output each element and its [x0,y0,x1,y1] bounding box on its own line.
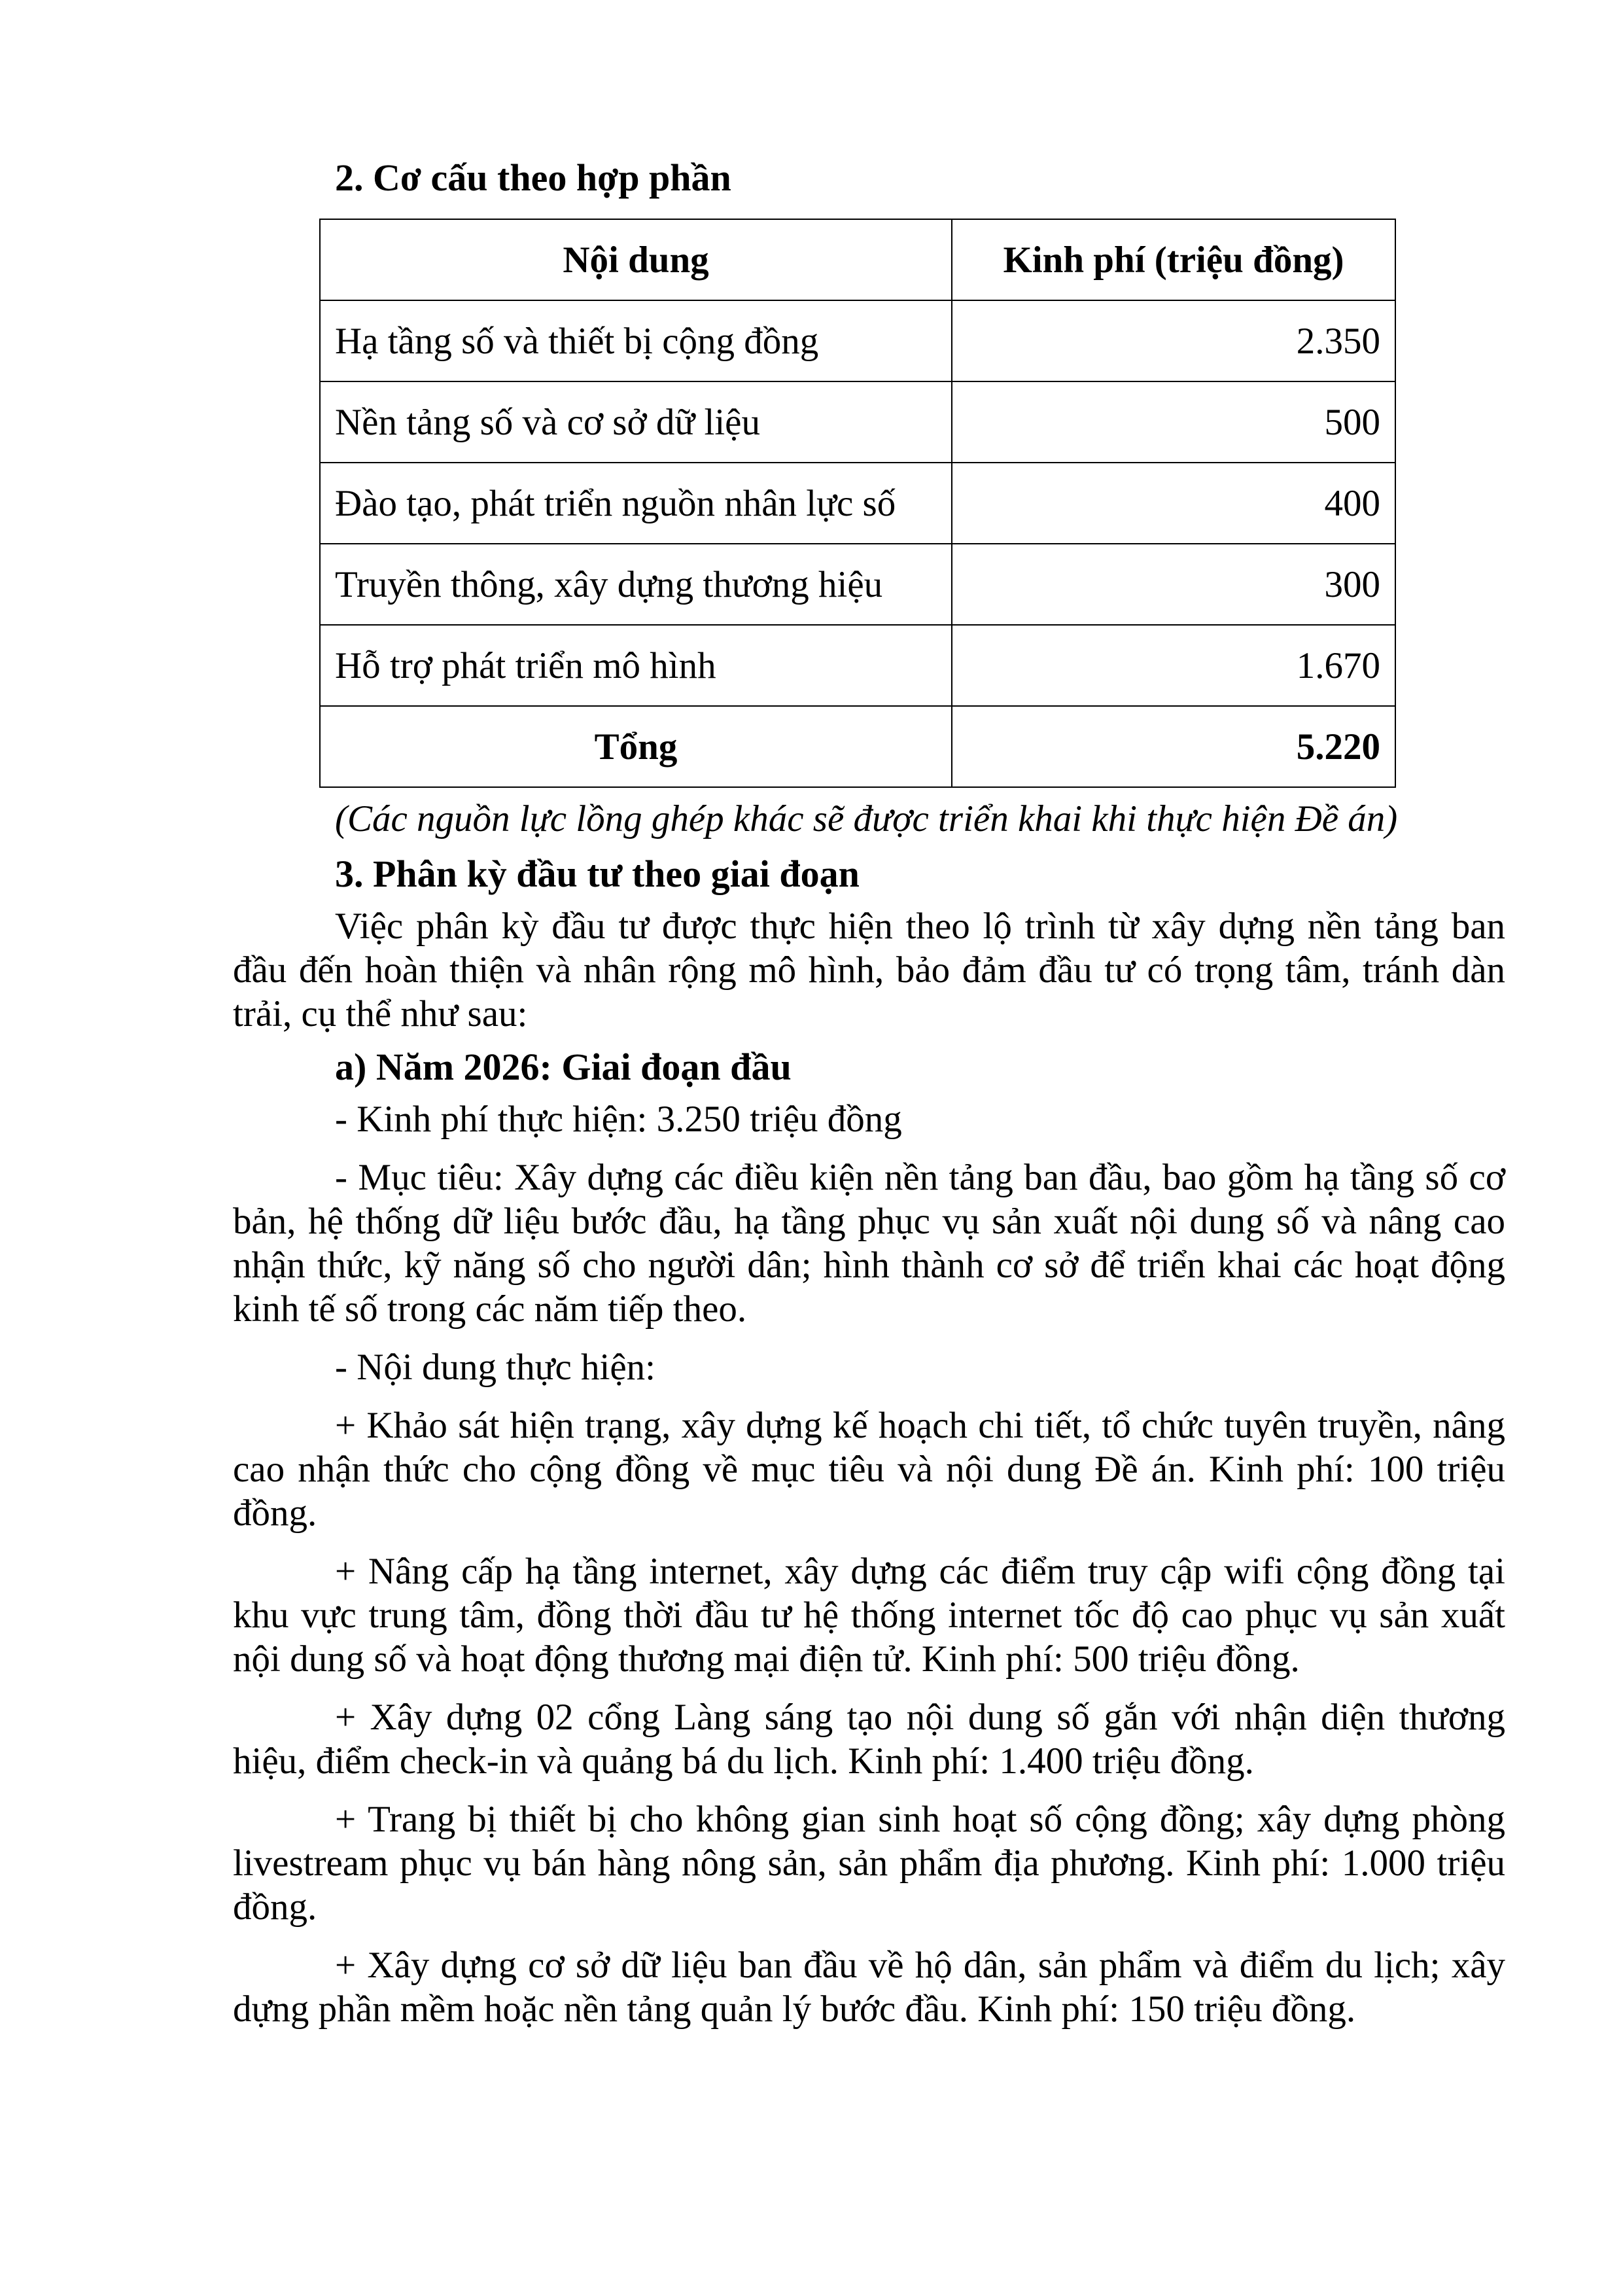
row-amount: 2.350 [952,300,1395,381]
document-page [233,154,1505,2031]
section-3-intro: Việc phân kỳ đầu tư được thực hiện theo lộ trình từ xây dựng nền tảng ban đầu đến hoàn thiện và nhân rộng mô hình, bảo đảm đầu tư có trọng tâm, tránh dàn trải, cụ thể như sau: [233,906,1505,1034]
row-amount: 400 [952,463,1395,544]
list-item: + Trang bị thiết bị cho không gian sinh hoạt số cộng đồng; xây dựng phòng livestream phục vụ bán hàng nông sản, sản phẩm địa phương. Kinh phí: 1.000 triệu đồng. [233,1799,1505,1928]
row-amount: 300 [952,544,1395,625]
phase-a-content-label: - Nội dung thực hiện: [335,1347,655,1388]
row-label: Truyền thông, xây dựng thương hiệu [320,544,952,625]
phase-a-heading: a) Năm 2026: Giai đoạn đầu [335,1046,792,1088]
table-note: (Các nguồn lực lồng ghép khác sẽ được triển khai khi thực hiện Đề án) [335,798,1398,839]
table-row [320,463,1395,544]
table-row [320,300,1395,381]
row-label: Hạ tầng số và thiết bị cộng đồng [320,300,952,381]
table-row [320,544,1395,625]
row-amount: 1.670 [952,625,1395,706]
section-3-heading: 3. Phân kỳ đầu tư theo giai đoạn [335,853,860,895]
list-item: + Khảo sát hiện trạng, xây dựng kế hoạch chi tiết, tổ chức tuyên truyền, nâng cao nhận thức cho cộng đồng về mục tiêu và nội dung Đề án. Kinh phí: 100 triệu đồng. [233,1405,1505,1534]
total-amount: 5.220 [952,706,1395,787]
table-total-row [320,706,1395,787]
phase-a-budget: - Kinh phí thực hiện: 3.250 triệu đồng [335,1099,902,1140]
table-header-row [320,219,1395,300]
row-label: Nền tảng số và cơ sở dữ liệu [320,381,952,463]
table-row [320,381,1395,463]
table-row [320,625,1395,706]
section-2-heading: 2. Cơ cấu theo hợp phần [335,156,731,199]
row-label: Đào tạo, phát triển nguồn nhân lực số [320,463,952,544]
budget-table [319,219,1396,788]
row-label: Hỗ trợ phát triển mô hình [320,625,952,706]
header-content: Nội dung [320,219,952,300]
total-label: Tổng [320,706,952,787]
list-item: + Nâng cấp hạ tầng internet, xây dựng các điểm truy cập wifi cộng đồng tại khu vực trung tâm, đồng thời đầu tư hệ thống internet tốc độ cao phục vụ sản xuất nội dung số và hoạt động thương mại điện tử. Kinh phí: 500 triệu đồng. [233,1551,1505,1680]
list-item: + Xây dựng cơ sở dữ liệu ban đầu về hộ dân, sản phẩm và điểm du lịch; xây dựng phần mềm hoặc nền tảng quản lý bước đầu. Kinh phí: 150 triệu đồng. [233,1945,1505,2030]
list-item: + Xây dựng 02 cổng Làng sáng tạo nội dung số gắn với nhận diện thương hiệu, điểm check-in và quảng bá du lịch. Kinh phí: 1.400 triệu đồng. [233,1697,1505,1782]
row-amount: 500 [952,381,1395,463]
header-amount: Kinh phí (triệu đồng) [952,219,1395,300]
phase-a-objective: - Mục tiêu: Xây dựng các điều kiện nền tảng ban đầu, bao gồm hạ tầng số cơ bản, hệ thống dữ liệu bước đầu, hạ tầng phục vụ sản xuất nội dung số và nâng cao nhận thức, kỹ năng số cho người dân; hình thành cơ sở để triển khai các hoạt động kinh tế số trong các năm tiếp theo. [233,1157,1505,1330]
